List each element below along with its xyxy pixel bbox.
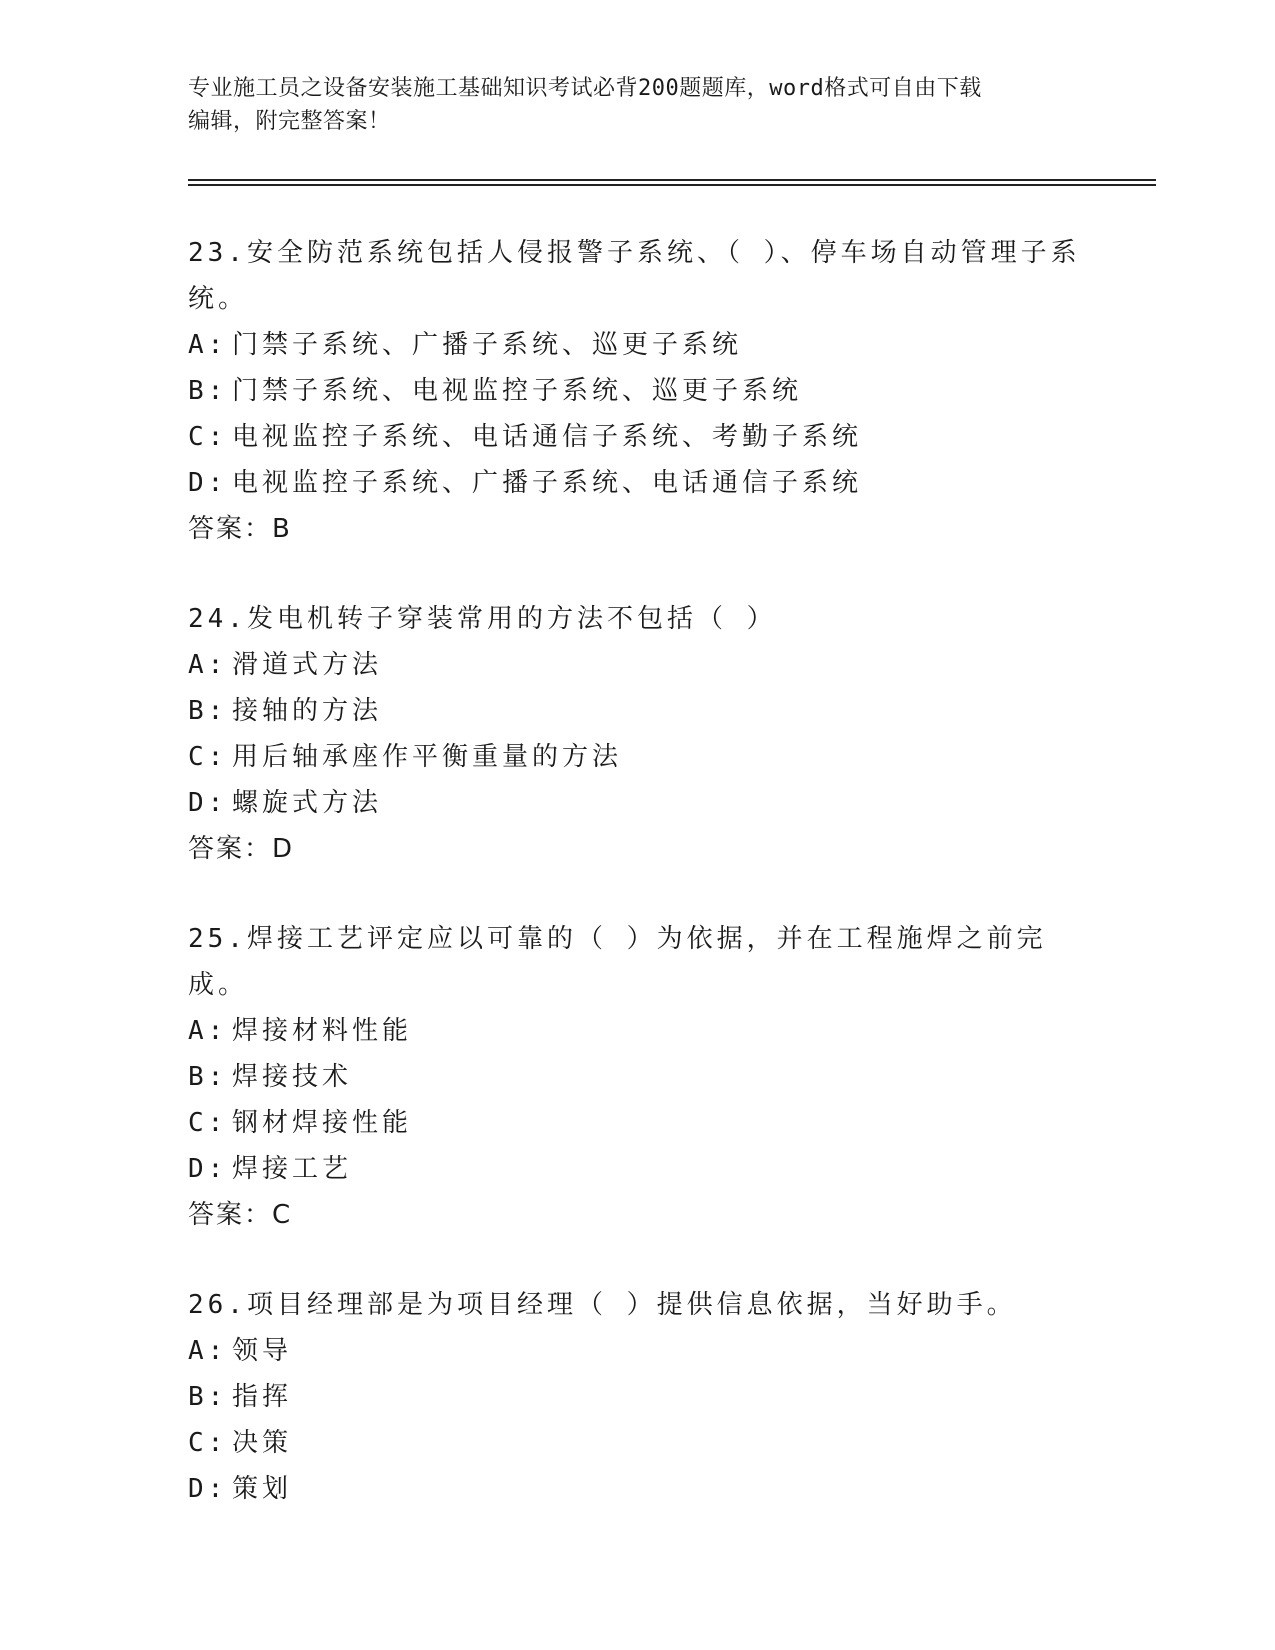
question-23 (188, 230, 1088, 552)
option-key: D: (188, 1474, 228, 1504)
option-c (188, 1420, 1088, 1466)
answer-line: 答案：B (188, 514, 292, 544)
option-a (188, 1008, 1088, 1054)
option-b (188, 1374, 1088, 1420)
option-key: D: (188, 468, 228, 498)
option-text: 策划 (232, 1474, 293, 1504)
header-divider-top (188, 179, 1156, 181)
option-key: C: (188, 742, 228, 772)
question-list (188, 230, 1088, 1556)
option-c (188, 734, 1088, 780)
option-a (188, 322, 1088, 368)
option-a (188, 1328, 1088, 1374)
option-key: D: (188, 788, 228, 818)
option-text: 指挥 (232, 1382, 293, 1412)
option-text: 决策 (232, 1428, 293, 1458)
option-c (188, 1100, 1088, 1146)
question-stem: 26.项目经理部是为项目经理（ ）提供信息依据，当好助手。 (188, 1290, 1017, 1320)
option-b (188, 688, 1088, 734)
question-stem: 25.焊接工艺评定应以可靠的（ ）为依据，并在工程施焊之前完成。 (188, 924, 1047, 1000)
option-d (188, 1466, 1088, 1512)
option-d (188, 780, 1088, 826)
header-line-2: 编辑，附完整答案！ (188, 109, 391, 134)
answer-line: 答案：D (188, 834, 295, 864)
header-divider-bottom (188, 184, 1156, 186)
option-key: C: (188, 422, 228, 452)
option-key: B: (188, 696, 228, 726)
option-a (188, 642, 1088, 688)
option-d (188, 460, 1088, 506)
option-d (188, 1146, 1088, 1192)
option-text: 电视监控子系统、广播子系统、电话通信子系统 (232, 468, 863, 498)
option-key: D: (188, 1154, 228, 1184)
question-25 (188, 916, 1088, 1238)
question-26 (188, 1282, 1088, 1512)
option-key: C: (188, 1428, 228, 1458)
option-text: 焊接工艺 (232, 1154, 353, 1184)
option-text: 螺旋式方法 (232, 788, 383, 818)
question-stem: 23.安全防范系统包括人侵报警子系统、（ ）、停车场自动管理子系统。 (188, 238, 1081, 314)
option-key: A: (188, 650, 228, 680)
option-c (188, 414, 1088, 460)
option-text: 滑道式方法 (232, 650, 383, 680)
option-text: 门禁子系统、广播子系统、巡更子系统 (232, 330, 743, 360)
option-key: A: (188, 1336, 228, 1366)
header-line-1: 专业施工员之设备安装施工基础知识考试必背200题题库，word格式可自由下载 (188, 76, 982, 101)
option-key: A: (188, 1016, 228, 1046)
option-text: 用后轴承座作平衡重量的方法 (232, 742, 623, 772)
option-b (188, 368, 1088, 414)
option-text: 焊接技术 (232, 1062, 353, 1092)
option-text: 领导 (232, 1336, 293, 1366)
option-key: B: (188, 1062, 228, 1092)
question-stem: 24.发电机转子穿装常用的方法不包括（ ） (188, 604, 777, 634)
option-text: 焊接材料性能 (232, 1016, 413, 1046)
option-text: 门禁子系统、电视监控子系统、巡更子系统 (232, 376, 803, 406)
option-key: C: (188, 1108, 228, 1138)
option-text: 电视监控子系统、电话通信子系统、考勤子系统 (232, 422, 863, 452)
option-b (188, 1054, 1088, 1100)
option-text: 钢材焊接性能 (232, 1108, 413, 1138)
option-text: 接轴的方法 (232, 696, 383, 726)
question-24 (188, 596, 1088, 872)
option-key: B: (188, 376, 228, 406)
option-key: B: (188, 1382, 228, 1412)
answer-line: 答案：C (188, 1200, 293, 1230)
option-key: A: (188, 330, 228, 360)
document-header (188, 72, 1088, 138)
